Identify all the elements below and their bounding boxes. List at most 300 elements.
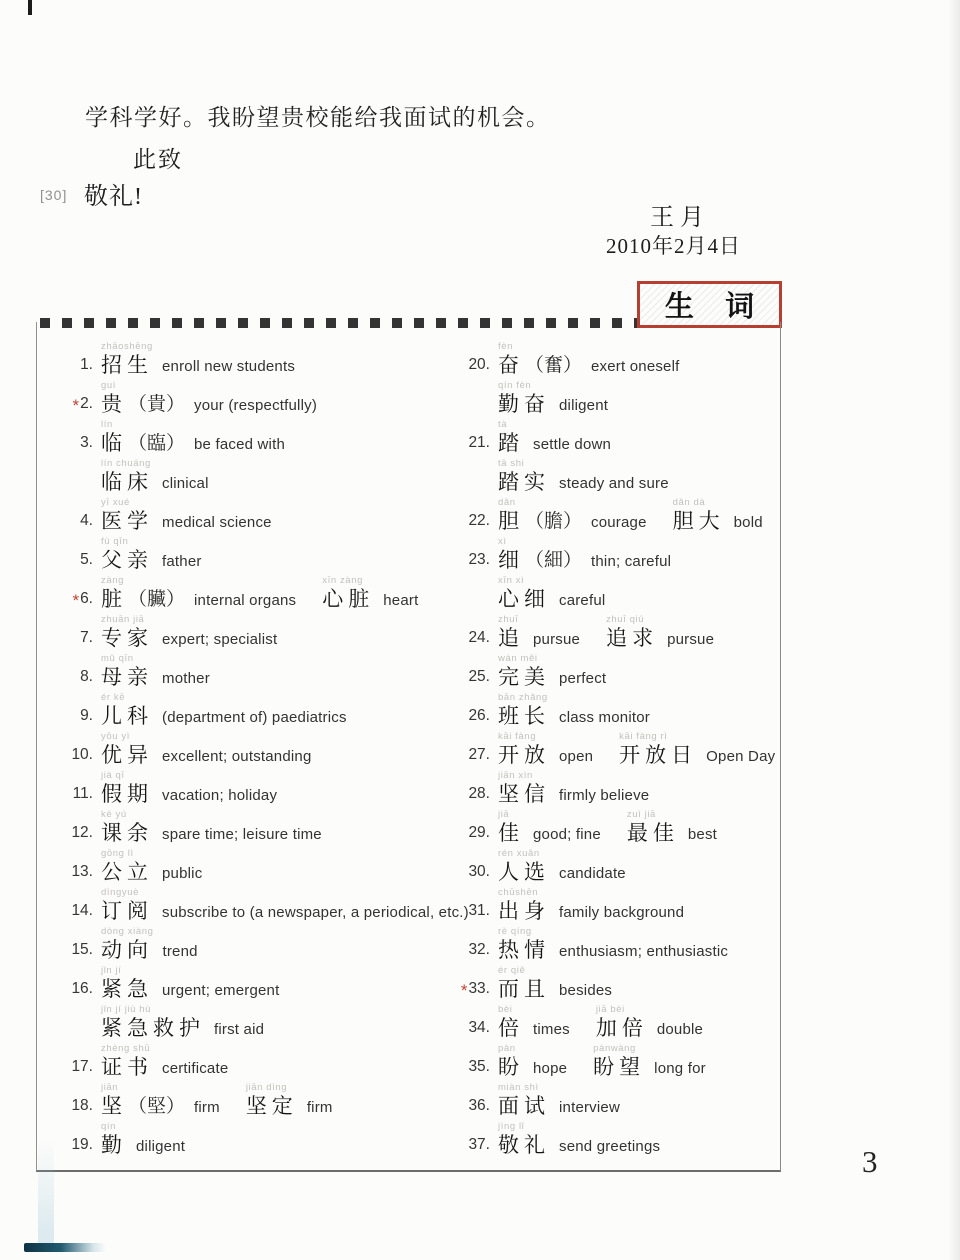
english-gloss: expert; specialist bbox=[162, 631, 278, 648]
item-number-text: 12. bbox=[71, 824, 93, 841]
hanzi-text: 踏 bbox=[498, 431, 524, 455]
item-number-text: 20. bbox=[468, 356, 490, 373]
traditional-variant: （奮） bbox=[525, 355, 583, 376]
item-number-text: 3. bbox=[80, 434, 93, 451]
hanzi-with-pinyin bbox=[101, 653, 153, 690]
vocab-terms bbox=[498, 653, 606, 690]
vocab-term bbox=[101, 1082, 220, 1119]
vocab-term bbox=[498, 809, 601, 846]
item-number bbox=[59, 629, 93, 651]
hanzi-with-pinyin bbox=[498, 419, 524, 456]
english-gloss: exert oneself bbox=[591, 358, 680, 375]
hanzi-text: 追 bbox=[498, 626, 524, 650]
english-gloss: enthusiasm; enthusiastic bbox=[559, 943, 729, 960]
pinyin-text: dǎn bbox=[498, 497, 516, 508]
hanzi-text: 儿科 bbox=[101, 704, 153, 728]
traditional-variant: （堅） bbox=[128, 1096, 186, 1117]
hanzi-with-pinyin bbox=[498, 1043, 524, 1080]
hanzi-with-pinyin bbox=[101, 1004, 205, 1041]
item-number-text: 29. bbox=[468, 824, 490, 841]
item-number-text: 31. bbox=[468, 902, 490, 919]
item-number bbox=[456, 512, 490, 534]
hanzi-with-pinyin bbox=[101, 380, 127, 417]
item-number bbox=[59, 1058, 93, 1080]
vocab-term bbox=[498, 1082, 620, 1119]
vocab-row bbox=[59, 495, 491, 534]
hanzi-with-pinyin bbox=[322, 575, 374, 612]
item-number-text: 1. bbox=[80, 356, 93, 373]
page-edge-shadow bbox=[948, 0, 960, 1260]
hanzi-text: 盼望 bbox=[593, 1055, 646, 1079]
hanzi-text: 公立 bbox=[101, 860, 153, 884]
english-gloss: father bbox=[162, 553, 202, 570]
english-gloss: best bbox=[687, 826, 718, 843]
pinyin-text: lín chuáng bbox=[101, 458, 151, 469]
hanzi-with-pinyin bbox=[498, 731, 550, 768]
hanzi-text: 临床 bbox=[101, 470, 153, 494]
vocab-term bbox=[498, 926, 728, 963]
letter-closing: 此致 bbox=[133, 147, 183, 172]
hanzi-with-pinyin bbox=[498, 575, 550, 612]
hanzi-text: 母亲 bbox=[101, 665, 153, 689]
vocab-term bbox=[101, 653, 210, 690]
vocab-terms bbox=[498, 497, 763, 534]
vocab-row bbox=[456, 417, 780, 456]
english-gloss: firm bbox=[194, 1099, 220, 1116]
vocab-terms bbox=[101, 458, 209, 495]
item-number-text: 5. bbox=[80, 551, 93, 568]
item-number bbox=[456, 707, 490, 729]
vocab-row bbox=[456, 963, 780, 1002]
vocab-terms bbox=[498, 770, 649, 807]
hanzi-with-pinyin bbox=[101, 1043, 153, 1080]
pinyin-text: dìngyuè bbox=[101, 887, 140, 898]
vocab-term bbox=[101, 614, 277, 651]
vocab-term bbox=[101, 419, 285, 456]
vocab-term bbox=[101, 341, 295, 378]
hanzi-text: 坚信 bbox=[498, 782, 550, 806]
english-gloss: pursue bbox=[667, 631, 715, 648]
vocab-term bbox=[101, 692, 347, 729]
letter-date: 2010年2月4日 bbox=[606, 234, 741, 258]
hanzi-text: 倍 bbox=[498, 1016, 524, 1040]
vocab-row bbox=[59, 729, 491, 768]
vocab-term bbox=[498, 653, 606, 690]
english-gloss: medical science bbox=[162, 514, 272, 531]
hanzi-text: 证书 bbox=[101, 1055, 153, 1079]
hanzi-text: 完美 bbox=[498, 665, 550, 689]
hanzi-text: 医学 bbox=[101, 509, 153, 533]
vocab-row bbox=[456, 924, 780, 963]
hanzi-text: 而且 bbox=[498, 977, 550, 1001]
hanzi-with-pinyin bbox=[606, 614, 658, 651]
traditional-variant: （貴） bbox=[128, 394, 186, 415]
pinyin-text: kāi fàng rì bbox=[619, 731, 668, 742]
english-gloss: mother bbox=[162, 670, 210, 687]
pinyin-text: jiā bbox=[498, 809, 510, 820]
item-number bbox=[456, 608, 490, 612]
item-number bbox=[456, 824, 490, 846]
hanzi-with-pinyin bbox=[498, 887, 550, 924]
vocab-term bbox=[101, 887, 469, 924]
item-number-text: 18. bbox=[71, 1097, 93, 1114]
item-number bbox=[59, 668, 93, 690]
pinyin-text: zhāoshēng bbox=[101, 341, 153, 352]
star-marker: * bbox=[72, 591, 80, 610]
vocab-terms bbox=[101, 1043, 228, 1080]
item-number-text: 27. bbox=[468, 746, 490, 763]
vocab-terms bbox=[101, 770, 277, 807]
english-gloss: excellent; outstanding bbox=[162, 748, 312, 765]
vocab-terms bbox=[498, 887, 684, 924]
vocab-terms bbox=[498, 848, 626, 885]
vocab-row bbox=[59, 573, 491, 612]
hanzi-text: 热情 bbox=[498, 938, 550, 962]
item-number bbox=[59, 1097, 93, 1119]
hanzi-with-pinyin bbox=[101, 1121, 127, 1158]
english-gloss: steady and sure bbox=[559, 475, 669, 492]
item-number bbox=[456, 434, 490, 456]
hanzi-with-pinyin bbox=[498, 926, 550, 963]
vocab-row bbox=[59, 1041, 491, 1080]
item-number-text: 25. bbox=[468, 668, 490, 685]
english-gloss: times bbox=[533, 1021, 570, 1038]
item-number-text: 21. bbox=[468, 434, 490, 451]
pinyin-text: tā shi bbox=[498, 458, 525, 469]
hanzi-text: 面试 bbox=[498, 1094, 550, 1118]
vocab-term bbox=[498, 536, 671, 573]
hanzi-with-pinyin bbox=[101, 848, 153, 885]
item-number-text: 17. bbox=[71, 1058, 93, 1075]
english-gloss: hope bbox=[533, 1060, 568, 1077]
hanzi-text: 班长 bbox=[498, 704, 550, 728]
vocab-terms bbox=[498, 458, 669, 495]
vocab-row bbox=[456, 1080, 780, 1119]
vocab-term bbox=[498, 575, 605, 612]
vocab-row bbox=[456, 534, 780, 573]
item-number-text: 9. bbox=[80, 707, 93, 724]
vocab-row bbox=[59, 1002, 491, 1041]
pinyin-text: zhuī qiú bbox=[606, 614, 645, 625]
vocab-terms bbox=[498, 1043, 706, 1080]
vocab-terms bbox=[101, 1082, 333, 1119]
hanzi-with-pinyin bbox=[498, 1082, 550, 1119]
english-gloss: internal organs bbox=[194, 592, 297, 609]
hanzi-with-pinyin bbox=[498, 848, 550, 885]
item-number bbox=[456, 785, 490, 807]
hanzi-with-pinyin bbox=[101, 419, 127, 456]
pinyin-text: yī xué bbox=[101, 497, 130, 508]
hanzi-with-pinyin bbox=[596, 1004, 648, 1041]
pinyin-text: jiān xìn bbox=[498, 770, 533, 781]
pinyin-text: qín bbox=[101, 1121, 117, 1132]
english-gloss: family background bbox=[559, 904, 685, 921]
hanzi-text: 奋 bbox=[498, 353, 524, 377]
vocab-terms bbox=[101, 1004, 264, 1041]
hanzi-with-pinyin bbox=[498, 380, 550, 417]
pinyin-text: zhèng shū bbox=[101, 1043, 151, 1054]
line-number-marker: [30] bbox=[40, 187, 68, 203]
pinyin-text: mǔ qīn bbox=[101, 653, 134, 664]
vocab-row bbox=[456, 651, 780, 690]
vocab-row bbox=[59, 1080, 491, 1119]
vocab-term bbox=[101, 848, 202, 885]
item-number-text: 30. bbox=[468, 863, 490, 880]
item-number-text: 6. bbox=[80, 590, 93, 607]
hanzi-with-pinyin bbox=[498, 1121, 550, 1158]
item-number-text: 33. bbox=[468, 980, 490, 997]
item-number bbox=[59, 941, 93, 963]
item-number bbox=[59, 393, 93, 417]
item-number-text: 4. bbox=[80, 512, 93, 529]
item-number-text: 19. bbox=[71, 1136, 93, 1153]
vocab-term bbox=[498, 887, 684, 924]
hanzi-with-pinyin bbox=[101, 965, 153, 1002]
vocab-terms bbox=[101, 575, 418, 612]
vocab-row bbox=[456, 768, 780, 807]
pinyin-text: rén xuǎn bbox=[498, 848, 540, 859]
hanzi-with-pinyin bbox=[101, 458, 153, 495]
hanzi-with-pinyin bbox=[498, 614, 524, 651]
vocab-row bbox=[59, 963, 491, 1002]
pinyin-text: ér qiě bbox=[498, 965, 526, 976]
vocab-terms bbox=[498, 614, 714, 651]
pinyin-text: wán měi bbox=[498, 653, 538, 664]
vocab-row bbox=[456, 1119, 780, 1158]
english-gloss: firmly believe bbox=[559, 787, 650, 804]
vocab-title: 生 词 bbox=[664, 291, 767, 323]
pinyin-text: jiā bèi bbox=[595, 1004, 625, 1015]
vocab-row bbox=[59, 339, 491, 378]
vocab-term bbox=[606, 614, 714, 651]
item-number-text: 34. bbox=[468, 1019, 490, 1036]
vocab-row bbox=[59, 1119, 491, 1158]
item-number-text: 24. bbox=[468, 629, 490, 646]
vocab-term bbox=[498, 965, 612, 1002]
vocab-term bbox=[498, 731, 593, 768]
vocab-row bbox=[456, 885, 780, 924]
english-gloss: interview bbox=[559, 1099, 620, 1116]
vocab-row bbox=[59, 690, 491, 729]
hanzi-text: 坚 bbox=[101, 1094, 127, 1118]
vocab-row bbox=[59, 612, 491, 651]
hanzi-text: 出身 bbox=[498, 899, 550, 923]
vocab-term bbox=[101, 965, 279, 1002]
item-number bbox=[456, 978, 490, 1002]
hanzi-text: 招生 bbox=[101, 353, 153, 377]
english-gloss: thin; careful bbox=[591, 553, 672, 570]
item-number-text: 2. bbox=[80, 395, 93, 412]
vocab-terms bbox=[101, 887, 469, 924]
traditional-variant: （細） bbox=[525, 550, 583, 571]
vocab-terms bbox=[101, 848, 202, 885]
hanzi-with-pinyin bbox=[619, 731, 697, 768]
hanzi-with-pinyin bbox=[498, 341, 524, 378]
hanzi-with-pinyin bbox=[498, 692, 550, 729]
pinyin-text: zhuān jiā bbox=[101, 614, 145, 625]
vocab-terms bbox=[498, 731, 775, 768]
vocab-term bbox=[101, 1043, 228, 1080]
vocab-terms bbox=[101, 614, 277, 651]
vocab-terms bbox=[101, 536, 202, 573]
item-number-text: 7. bbox=[80, 629, 93, 646]
vocab-terms bbox=[498, 341, 680, 378]
english-gloss: good; fine bbox=[533, 826, 601, 843]
vocab-term bbox=[498, 1004, 570, 1041]
vocab-terms bbox=[498, 926, 728, 963]
item-number bbox=[59, 512, 93, 534]
pinyin-text: zàng bbox=[101, 575, 125, 586]
english-gloss: class monitor bbox=[559, 709, 650, 726]
item-number bbox=[59, 980, 93, 1002]
hanzi-with-pinyin bbox=[101, 575, 127, 612]
hanzi-text: 盼 bbox=[498, 1055, 524, 1079]
vocab-term bbox=[101, 458, 209, 495]
hanzi-text: 佳 bbox=[498, 821, 524, 845]
english-gloss: pursue bbox=[533, 631, 581, 648]
vocab-terms bbox=[498, 809, 717, 846]
vocab-row bbox=[456, 690, 780, 729]
item-number bbox=[59, 863, 93, 885]
item-number-text: 26. bbox=[468, 707, 490, 724]
hanzi-with-pinyin bbox=[101, 1082, 127, 1119]
vocab-terms bbox=[101, 380, 317, 417]
vocab-box bbox=[36, 322, 781, 1172]
pinyin-text: jǐn jí bbox=[101, 965, 122, 976]
vocab-term bbox=[596, 1004, 703, 1041]
vocab-terms bbox=[498, 536, 671, 573]
vocab-row bbox=[59, 885, 491, 924]
vocab-row bbox=[456, 729, 780, 768]
item-number bbox=[456, 551, 490, 573]
pinyin-text: tà bbox=[498, 419, 508, 430]
hanzi-text: 贵 bbox=[101, 392, 127, 416]
vocab-term bbox=[101, 1121, 185, 1158]
english-gloss: public bbox=[162, 865, 203, 882]
vocab-term bbox=[101, 770, 277, 807]
hanzi-with-pinyin bbox=[101, 926, 153, 963]
pinyin-text: jiān dìng bbox=[245, 1082, 288, 1093]
hanzi-with-pinyin bbox=[101, 614, 153, 651]
hanzi-text: 追求 bbox=[606, 626, 659, 650]
item-number bbox=[456, 902, 490, 924]
hanzi-text: 加倍 bbox=[595, 1016, 648, 1040]
item-number bbox=[456, 1097, 490, 1119]
pinyin-text: rè qíng bbox=[498, 926, 532, 937]
pinyin-text: xīn xì bbox=[498, 575, 525, 586]
letter-body-line: 学科学好。我盼望贵校能给我面试的机会。 bbox=[85, 105, 551, 130]
pinyin-text: kāi fàng bbox=[498, 731, 537, 742]
hanzi-text: 课余 bbox=[101, 821, 153, 845]
item-number-text: 14. bbox=[71, 902, 93, 919]
vocab-terms bbox=[101, 653, 210, 690]
pinyin-text: fèn bbox=[498, 341, 514, 352]
hanzi-with-pinyin bbox=[101, 809, 153, 846]
item-number bbox=[456, 356, 490, 378]
item-number bbox=[456, 668, 490, 690]
pinyin-text: jiān bbox=[101, 1082, 119, 1093]
pinyin-text: zhuī bbox=[498, 614, 519, 625]
english-gloss: your (respectfully) bbox=[194, 397, 318, 414]
vocab-term bbox=[498, 770, 649, 807]
pinyin-text: miàn shì bbox=[498, 1082, 539, 1093]
star-marker: * bbox=[460, 981, 468, 1000]
hanzi-text: 胆大 bbox=[672, 509, 725, 533]
hanzi-with-pinyin bbox=[246, 1082, 298, 1119]
hanzi-text: 开放日 bbox=[619, 743, 698, 767]
english-gloss: clinical bbox=[162, 475, 209, 492]
english-gloss: bold bbox=[733, 514, 763, 531]
pinyin-text: qín fèn bbox=[498, 380, 532, 391]
vocab-term bbox=[498, 1121, 660, 1158]
english-gloss: firm bbox=[306, 1099, 333, 1116]
vocab-term bbox=[498, 419, 611, 456]
english-gloss: (department of) paediatrics bbox=[162, 709, 347, 726]
item-number bbox=[59, 707, 93, 729]
vocab-terms bbox=[498, 692, 650, 729]
letter-salute: 敬礼! bbox=[84, 184, 143, 210]
english-gloss: careful bbox=[559, 592, 606, 609]
english-gloss: spare time; leisure time bbox=[162, 826, 322, 843]
english-gloss: urgent; emergent bbox=[162, 982, 280, 999]
vocab-term bbox=[673, 497, 763, 534]
page-number: 3 bbox=[862, 1144, 878, 1179]
vocab-term bbox=[101, 575, 296, 612]
vocab-term bbox=[498, 614, 580, 651]
hanzi-with-pinyin bbox=[101, 887, 153, 924]
vocab-column-left bbox=[59, 339, 491, 1158]
vocab-terms bbox=[498, 965, 612, 1002]
item-number bbox=[59, 356, 93, 378]
vocab-row bbox=[59, 417, 491, 456]
vocab-term bbox=[101, 809, 322, 846]
vocab-row bbox=[456, 573, 780, 612]
item-number bbox=[456, 1136, 490, 1158]
item-number bbox=[456, 629, 490, 651]
vocab-row bbox=[59, 768, 491, 807]
item-number bbox=[59, 1037, 93, 1041]
hanzi-with-pinyin bbox=[673, 497, 725, 534]
vocab-row bbox=[456, 339, 780, 378]
english-gloss: perfect bbox=[559, 670, 607, 687]
hanzi-text: 勤奋 bbox=[498, 392, 550, 416]
pinyin-text: jìng lǐ bbox=[498, 1121, 525, 1132]
vocab-term bbox=[593, 1043, 706, 1080]
vocab-row bbox=[456, 495, 780, 534]
item-number-text: 37. bbox=[468, 1136, 490, 1153]
vocab-term bbox=[101, 926, 198, 963]
pinyin-text: xì bbox=[498, 536, 507, 547]
vocab-terms bbox=[101, 965, 279, 1002]
vocab-row bbox=[456, 456, 780, 495]
hanzi-with-pinyin bbox=[498, 965, 550, 1002]
vocab-terms bbox=[101, 341, 295, 378]
vocab-terms bbox=[498, 575, 605, 612]
scan-edge-mark bbox=[28, 0, 32, 15]
item-number-text: 13. bbox=[71, 863, 93, 880]
ink-smear bbox=[24, 1243, 106, 1252]
vocab-row bbox=[456, 1041, 780, 1080]
item-number-text: 35. bbox=[468, 1058, 490, 1075]
vocab-column-right bbox=[456, 339, 780, 1158]
english-gloss: besides bbox=[559, 982, 613, 999]
hanzi-text: 勤 bbox=[101, 1133, 127, 1157]
vocab-terms bbox=[498, 1082, 620, 1119]
vocab-row bbox=[456, 807, 780, 846]
hanzi-with-pinyin bbox=[498, 1004, 524, 1041]
vocab-term bbox=[498, 497, 647, 534]
pinyin-text: jià qī bbox=[101, 770, 125, 781]
